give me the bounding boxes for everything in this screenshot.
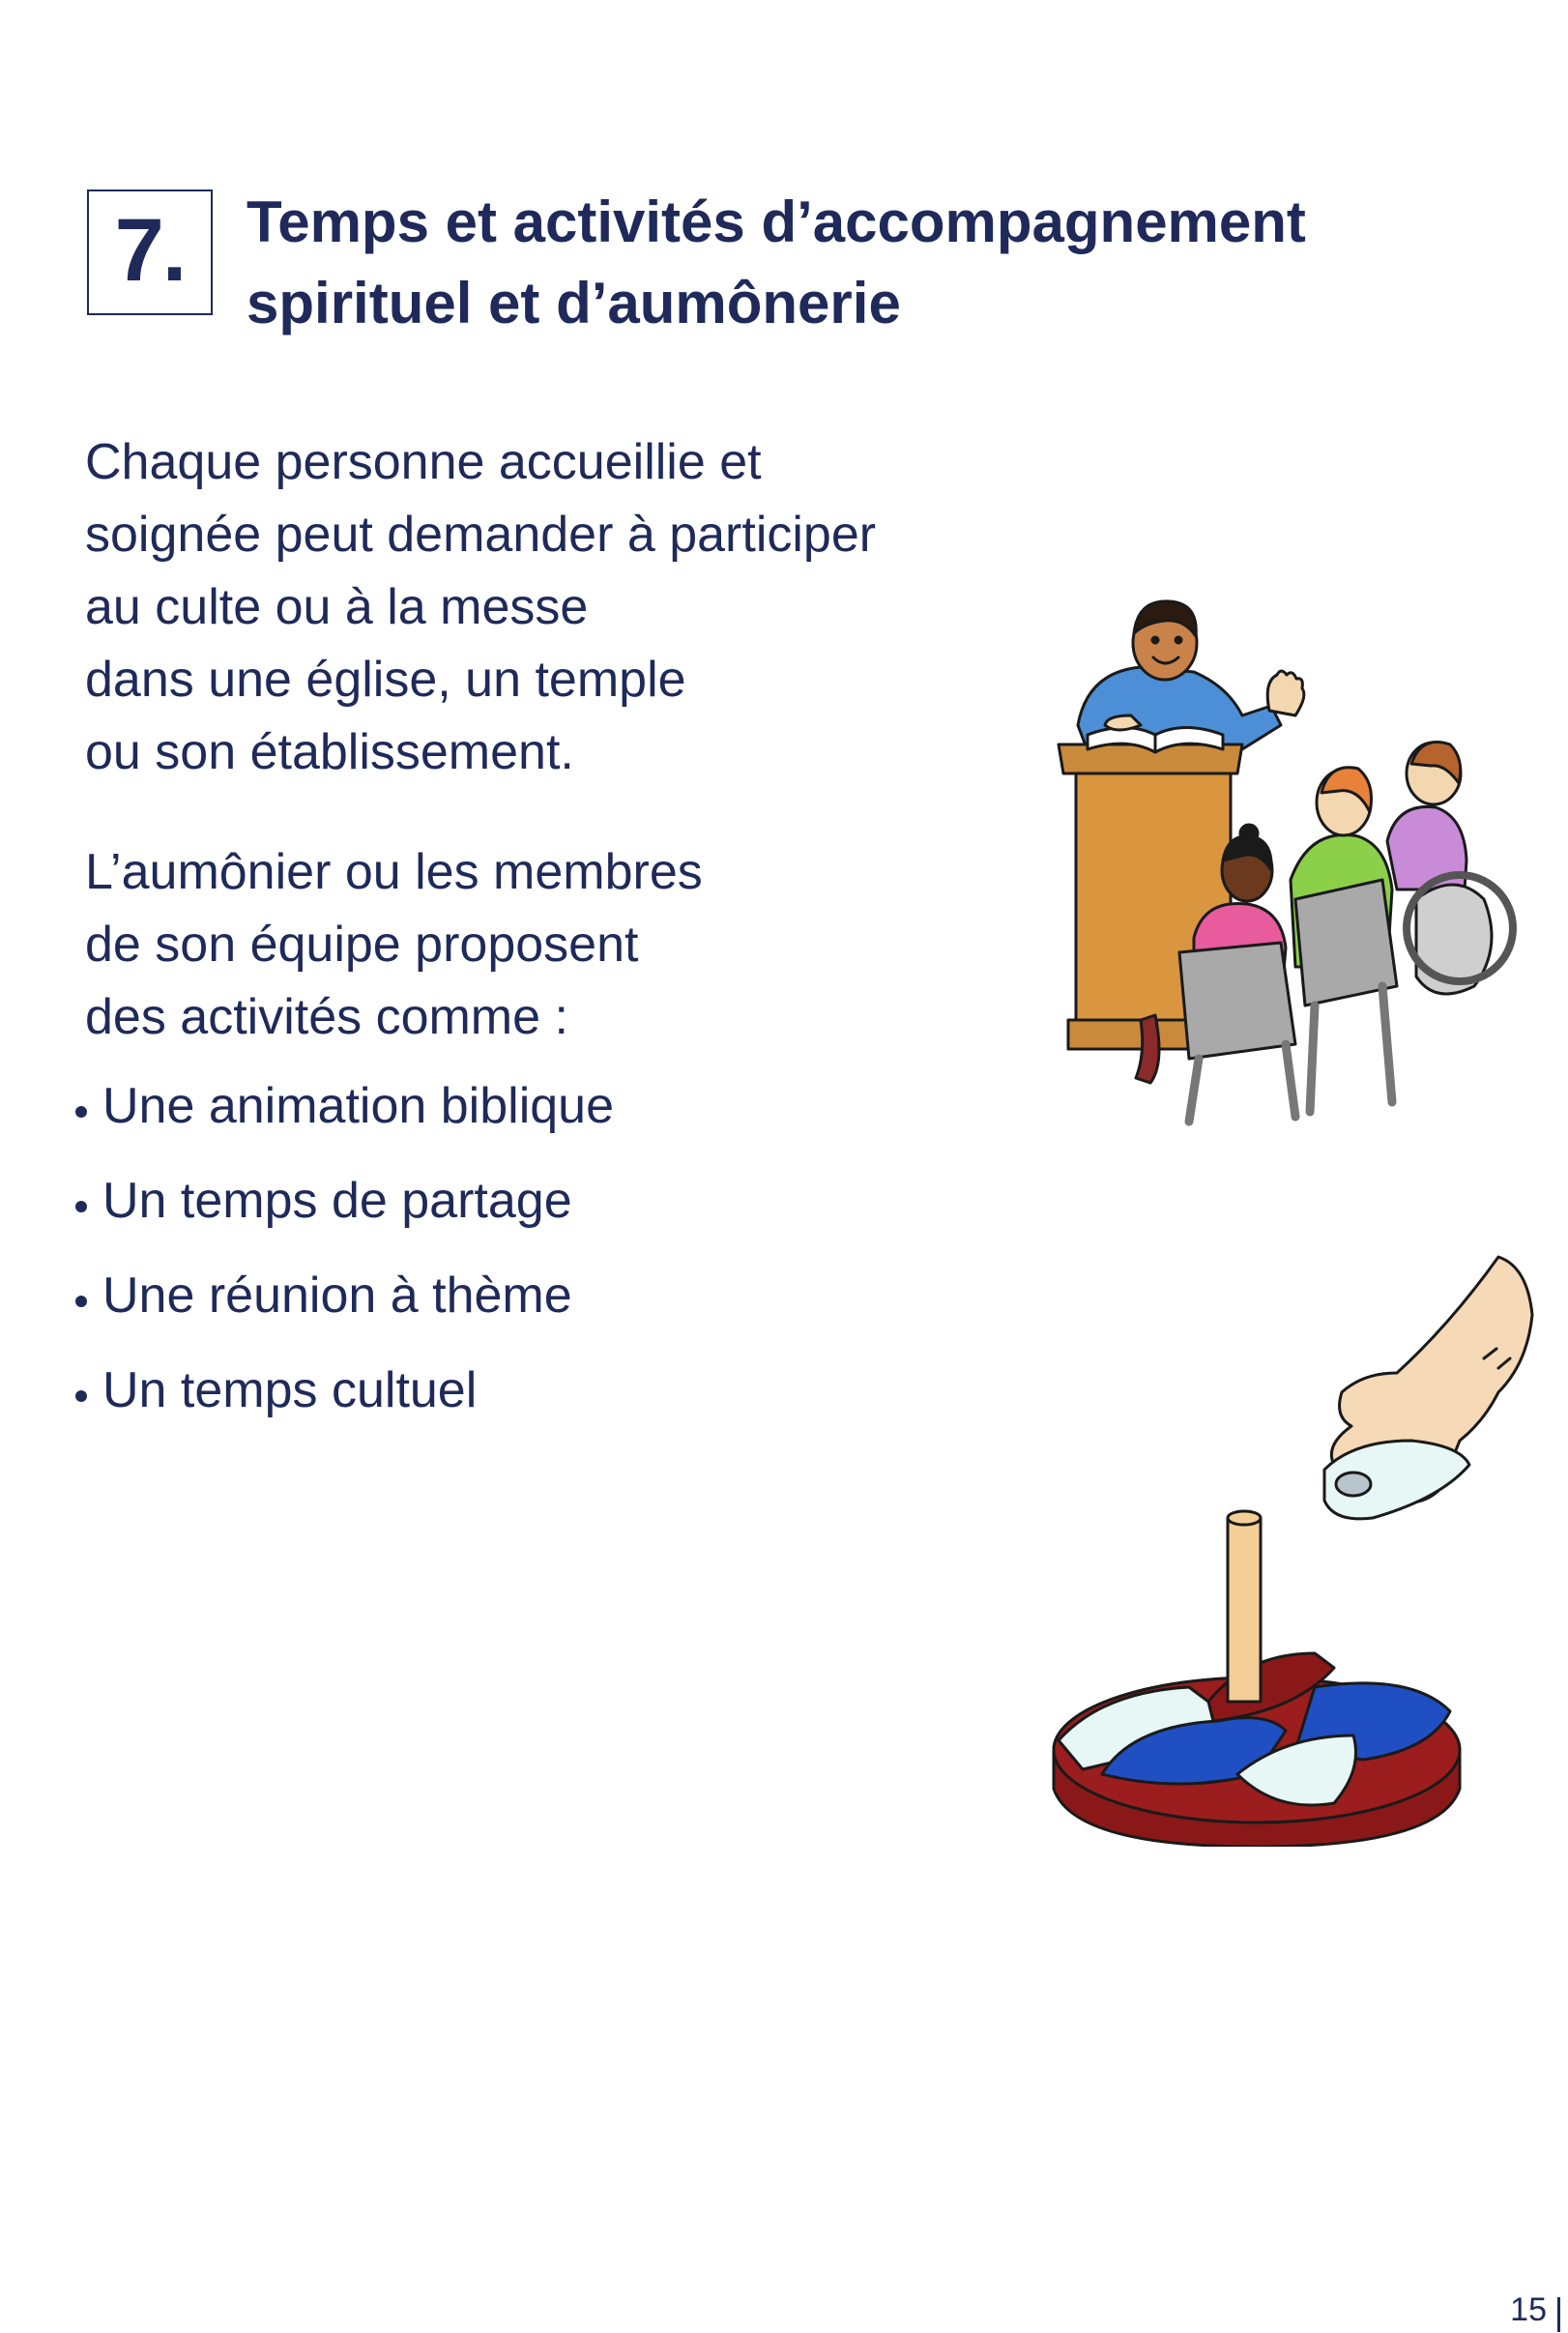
intro-paragraph	[85, 426, 1032, 789]
worship-service-illustration-icon	[1049, 580, 1532, 1131]
stacking-puzzle-illustration-icon	[1044, 1247, 1547, 1847]
section-number-box	[87, 190, 213, 315]
page-number-divider	[1557, 2297, 1560, 2332]
section-title-line: Temps et activités d’accompagnement	[247, 190, 1306, 254]
chaplain-paragraph	[85, 836, 1032, 1054]
paragraph-line: de son équipe proposent	[85, 917, 639, 973]
paragraph-line: ou son établissement.	[85, 724, 574, 780]
paragraph-line: dans une église, un temple	[85, 652, 686, 708]
section-number: 7.	[114, 200, 186, 300]
list-item	[75, 1361, 614, 1456]
list-item-label: Un temps cultuel	[102, 1362, 478, 1418]
bullet-icon	[75, 1296, 87, 1307]
bullet-icon	[75, 1390, 87, 1402]
paragraph-line: Chaque personne accueillie et	[85, 434, 762, 490]
activities-list	[75, 1077, 614, 1456]
list-item-label: Un temps de partage	[102, 1173, 572, 1229]
section-title	[247, 182, 1455, 344]
list-item-label: Une animation biblique	[102, 1078, 615, 1134]
list-item	[75, 1077, 614, 1172]
list-item	[75, 1172, 614, 1267]
list-item-label: Une réunion à thème	[102, 1268, 572, 1324]
bullet-icon	[75, 1201, 87, 1212]
paragraph-line: des activités comme :	[85, 989, 568, 1045]
page-number: 15	[1510, 2291, 1547, 2328]
bullet-icon	[75, 1106, 87, 1118]
section-title-line: spirituel et d’aumônerie	[247, 271, 901, 335]
paragraph-line: soignée peut demander à participer	[85, 507, 877, 563]
list-item	[75, 1267, 614, 1361]
paragraph-line: au culte ou à la messe	[85, 579, 589, 635]
paragraph-line: L’aumônier ou les membres	[85, 844, 703, 900]
